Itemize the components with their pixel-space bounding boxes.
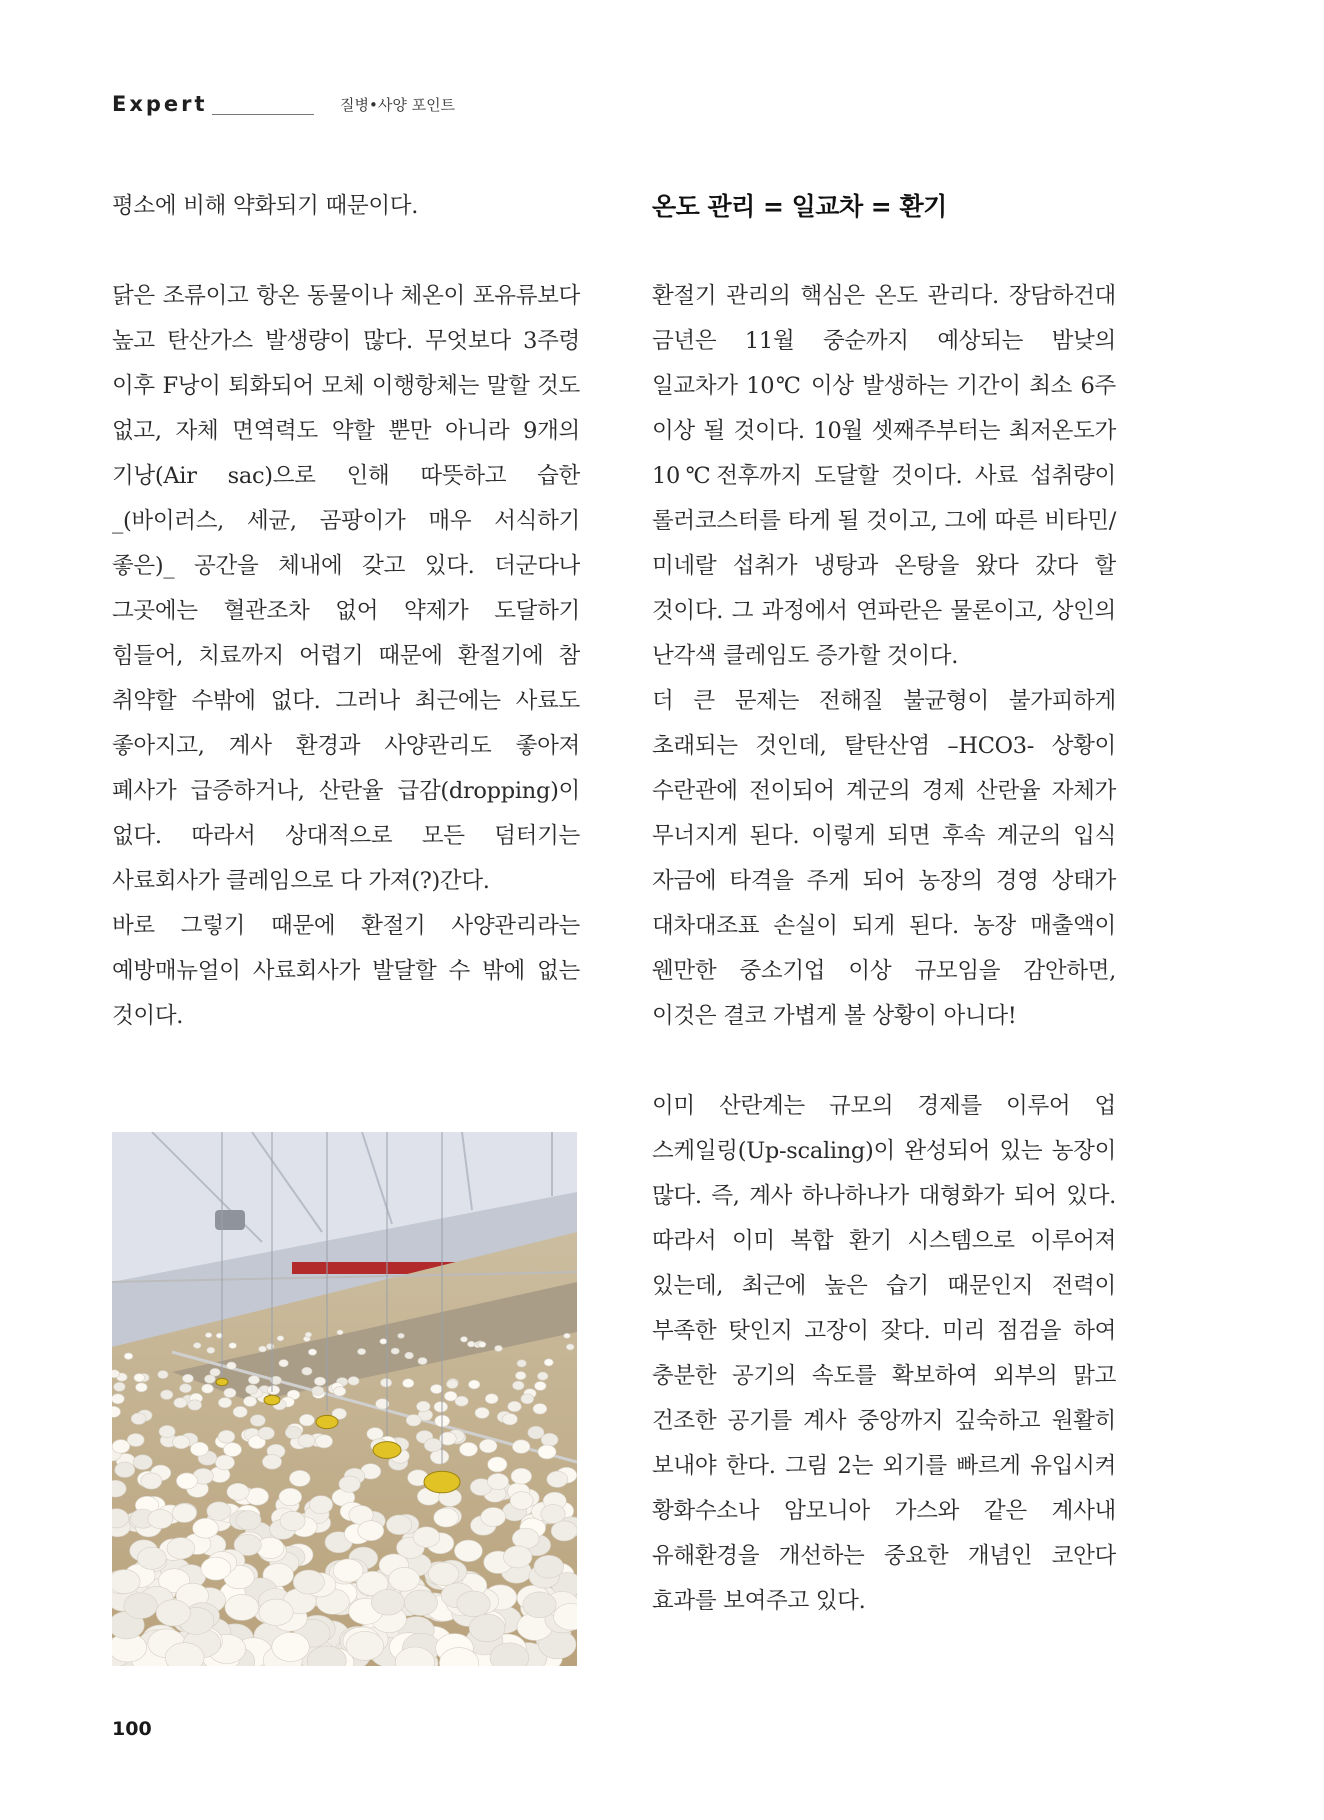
feeder-pan [373,1442,401,1459]
chicken-shape [386,1515,411,1535]
page-number: 100 [112,1718,152,1740]
chicken-shape [551,1521,577,1541]
chicken-shape [173,1436,190,1449]
chicken-shape [134,1374,145,1382]
chicken-shape [312,1386,324,1395]
chicken-shape [279,1360,288,1367]
chicken-shape [434,1402,448,1413]
chicken-shape [127,1434,144,1447]
chicken-shape [515,1372,526,1380]
chicken-shape [210,1368,220,1376]
chicken-shape [148,1509,173,1528]
chicken-shape [188,1400,202,1410]
chicken-shape [503,1546,532,1568]
chicken-shape [285,1426,301,1439]
chicken-shape [193,1518,219,1538]
chicken-shape [172,1504,196,1523]
chicken-shape [246,1385,258,1394]
chicken-shape [246,1488,269,1505]
chicken-shape [533,1404,547,1415]
chicken-shape [541,1505,565,1524]
chicken-shape [566,1344,574,1350]
chicken-shape [115,1462,135,1477]
chicken-shape [455,1396,468,1406]
chicken-shape [227,1483,249,1500]
paragraph: 환절기 관리의 핵심은 온도 관리다. 장담하건대 금년은 11월 중순까지 예상되는 밤낮의 일교차가 10℃ 이상 발생하는 기간이 최소 6주 이상 될 것이다. 10월 셋째주부터는 최저온도가 10℃전후까지 도달할 것이다. 사료 섭취량이 롤러코스터를 타게 될 것이고, 그에 따른 비타민/미네랄 섭취가 냉탕과 온탕을 왔다 갔다 할 것이다. 그 과정에서 연파란은 물론이고, 상인의 난각색 클레임도 증가할 것이다. [652,283,1116,669]
chicken-shape [279,1488,302,1505]
chicken-shape [227,1362,237,1369]
chicken-shape [224,1388,236,1397]
chicken-shape [367,1428,383,1441]
photo-illustration [112,1132,577,1666]
chicken-shape [424,1438,442,1451]
chicken-shape [201,1557,231,1580]
chicken-shape [131,1413,146,1424]
chicken-shape [124,1353,133,1360]
chicken-shape [141,1473,162,1489]
chicken-shape [541,1433,558,1446]
chicken-shape [381,1378,392,1387]
chicken-shape [137,1547,166,1569]
chicken-shape [259,1599,293,1625]
chicken-shape [215,1455,234,1470]
chicken-shape [299,1414,314,1426]
chicken-shape [124,1593,158,1619]
chicken-shape [314,1377,325,1386]
chicken-shape [403,1379,414,1388]
broiler-house-photo [112,1132,577,1666]
chicken-shape [339,1476,360,1492]
chicken-shape [159,1425,175,1437]
chicken-shape [358,1521,384,1541]
chicken-shape [348,1377,359,1386]
chicken-shape [258,1427,274,1440]
chicken-shape [293,1570,324,1594]
chicken-shape [346,1631,384,1660]
chicken-shape [289,1470,310,1486]
chicken-shape [457,1591,490,1617]
chicken-shape [333,1559,363,1582]
chicken-shape [315,1435,332,1448]
chicken-shape [391,1348,399,1354]
paragraph: 닭은 조류이고 항온 동물이나 체온이 포유류보다 높고 탄산가스 발생량이 많다. 무엇보다 3주령 이후 F낭이 퇴화되어 모체 이행항체는 말할 것도 없고, 자체 면역력도 약할 뿐만 아니라 9개의 기낭(Air sac)으로 인해 따뜻하고 습한_(바이러스, 세균, 곰팡이가 매우 서식하기 좋은)_ 공간을 체내에 갖고 있다. 더군다나 그곳에는 혈관조차 없어 약제가 도달하기 힘들어, 치료까지 어렵기 때문에 환절기에 참 취약할 수밖에 없다. 그러나 최근에는 사료도 좋아지고, 계사 환경과 사양관리도 좋아져 폐사가 급증하거나, 산란율 급감(dropping)이 없다. 따라서 상대적으로 모든 덤터기는 사료회사가 클레임으로 다 가져(?)간다. [112,283,580,894]
chicken-shape [405,1352,414,1359]
chicken-shape [272,1633,310,1662]
chicken-shape [418,1358,427,1365]
chicken-shape [225,1594,259,1620]
chicken-shape [183,1374,194,1382]
chicken-shape [468,1341,475,1347]
chicken-shape [371,1590,404,1616]
chicken-shape [112,1394,124,1404]
chicken-shape [298,1434,315,1447]
chicken-shape [534,1555,564,1578]
chicken-shape [512,1440,530,1454]
chicken-shape [434,1508,459,1527]
chicken-shape [207,1502,231,1521]
chicken-shape [133,1455,152,1470]
chicken-shape [544,1359,553,1366]
left-column [112,184,580,1039]
chicken-shape [156,1600,190,1626]
chicken-shape [337,1330,343,1335]
right-column [652,184,1116,1624]
paragraph: 더 큰 문제는 전해질 불균형이 불가피하게 초래되는 것인데, 탈탄산염 –HCO3- 상황이 수란관에 전이되어 계군의 경제 산란율 자체가 무너지게 된다. 이렇게 되면 후속 계군의 입식 자금에 타격을 주게 되어 농장의 경영 상태가 대차대조표 손실이 되게 된다. 농장 매출액이 웬만한 중소기업 이상 규모임을 감안하면, 이것은 결코 가볍게 볼 상황이 아니다! [652,688,1116,1029]
chicken-shape [248,1376,259,1384]
chicken-shape [309,1496,332,1514]
chicken-shape [417,1401,431,1411]
feeder-pan [316,1415,338,1428]
chicken-shape [517,1360,526,1367]
chicken-shape [413,1527,440,1548]
chicken-shape [218,1398,231,1408]
chicken-shape [428,1562,458,1585]
chicken-shape [112,1440,130,1454]
chicken-shape [112,1370,120,1378]
paragraph: 이미 산란계는 규모의 경제를 이루어 업 스케일링(Up-scaling)이 완성되어 있는 농장이 많다. 즉, 계사 하나하나가 대형화가 되어 있다. 따라서 이미 복합 환기 시스템으로 이루어져 있는데, 최근에 높은 습기 때문인지 전력이 부족한 탓인지 고장이 잦다. 미리 점검을 하여 충분한 공기의 속도를 확보하여 외부의 맑고 건조한 공기를 계사 중앙까지 깊숙하고 원활히 보내야 한다. 그림 2는 외기를 빠르게 유입시켜 황화수소나 암모니아 가스와 같은 계사내 유해환경을 개선하는 중요한 개념인 코안다 효과를 보여주고 있다. [652,1093,1116,1614]
chicken-shape [488,1457,507,1472]
chicken-shape [268,1385,280,1394]
chicken-shape [167,1538,195,1559]
chicken-shape [136,1383,148,1392]
chicken-shape [358,1349,366,1355]
chicken-shape [280,1511,305,1530]
chicken-shape [404,1590,437,1616]
chicken-shape [475,1407,489,1418]
chicken-shape [513,1381,525,1390]
chicken-shape [535,1381,547,1390]
chicken-shape [380,1339,387,1344]
chicken-shape [244,1396,257,1406]
chicken-shape [218,1430,235,1443]
chicken-shape [207,1347,215,1353]
chicken-shape [112,1570,140,1594]
paragraph: 평소에 비해 약화되기 때문이다. [112,193,419,219]
chicken-shape [205,1333,212,1338]
chicken-shape [193,1343,201,1349]
chicken-shape [305,1332,311,1337]
chicken-shape [233,1406,247,1417]
chicken-shape [528,1426,544,1439]
chicken-shape [406,1415,421,1427]
chicken-shape [431,1384,443,1393]
chicken-shape [469,1614,505,1642]
chicken-shape [277,1336,284,1341]
chicken-shape [161,1390,173,1400]
chicken-shape [510,1492,533,1510]
chicken-shape [229,1343,237,1349]
chicken-shape [469,1380,480,1389]
chicken-shape [266,1344,274,1350]
feeder-pan [264,1395,280,1405]
magazine-section-brand: Expert [112,92,208,116]
chicken-shape [114,1382,126,1391]
section-title: 질병•사양 포인트 [340,96,456,114]
chicken-shape [236,1511,261,1530]
chicken-shape [523,1592,556,1618]
chicken-shape [202,1384,214,1393]
chicken-shape [174,1398,187,1408]
chicken-shape [398,1333,405,1338]
chicken-shape [538,1445,556,1459]
chicken-shape [537,1372,548,1380]
page-header [112,88,712,122]
chicken-shape [460,1442,478,1456]
chicken-shape [564,1333,571,1338]
chicken-shape [334,1387,346,1396]
feeder-pan [424,1471,460,1493]
paragraph: 바로 그렇기 때문에 환절기 사양관리라는 예방매뉴얼이 사료회사가 발달할 수 밖에 없는 것이다. [112,913,580,1029]
chicken-shape [521,1394,534,1404]
chicken-shape [224,1443,242,1457]
chicken-shape [479,1342,486,1348]
chicken-shape [302,1367,312,1375]
chicken-shape [502,1414,517,1425]
chicken-shape [259,1346,267,1352]
header-rule [212,114,314,115]
chicken-shape [454,1540,482,1562]
chicken-shape [508,1401,522,1411]
chicken-shape [158,1371,168,1379]
chicken-shape [487,1473,508,1489]
chicken-shape [495,1345,503,1351]
section-heading: 온도 관리 = 일교차 = 환기 [652,192,947,221]
chicken-shape [180,1384,192,1393]
chicken-shape [389,1567,420,1591]
chicken-shape [479,1439,497,1453]
chicken-shape [481,1508,506,1527]
chicken-shape [511,1468,532,1484]
chicken-shape [308,1349,316,1355]
chicken-shape [250,1415,265,1427]
chicken-shape [485,1394,498,1404]
chicken-shape [176,1473,197,1489]
chicken-shape [461,1337,468,1342]
chicken-shape [447,1380,458,1389]
chicken-shape [547,1471,568,1487]
chicken-shape [190,1442,208,1456]
feeder-pan [216,1378,228,1385]
chicken-shape [262,1454,281,1469]
